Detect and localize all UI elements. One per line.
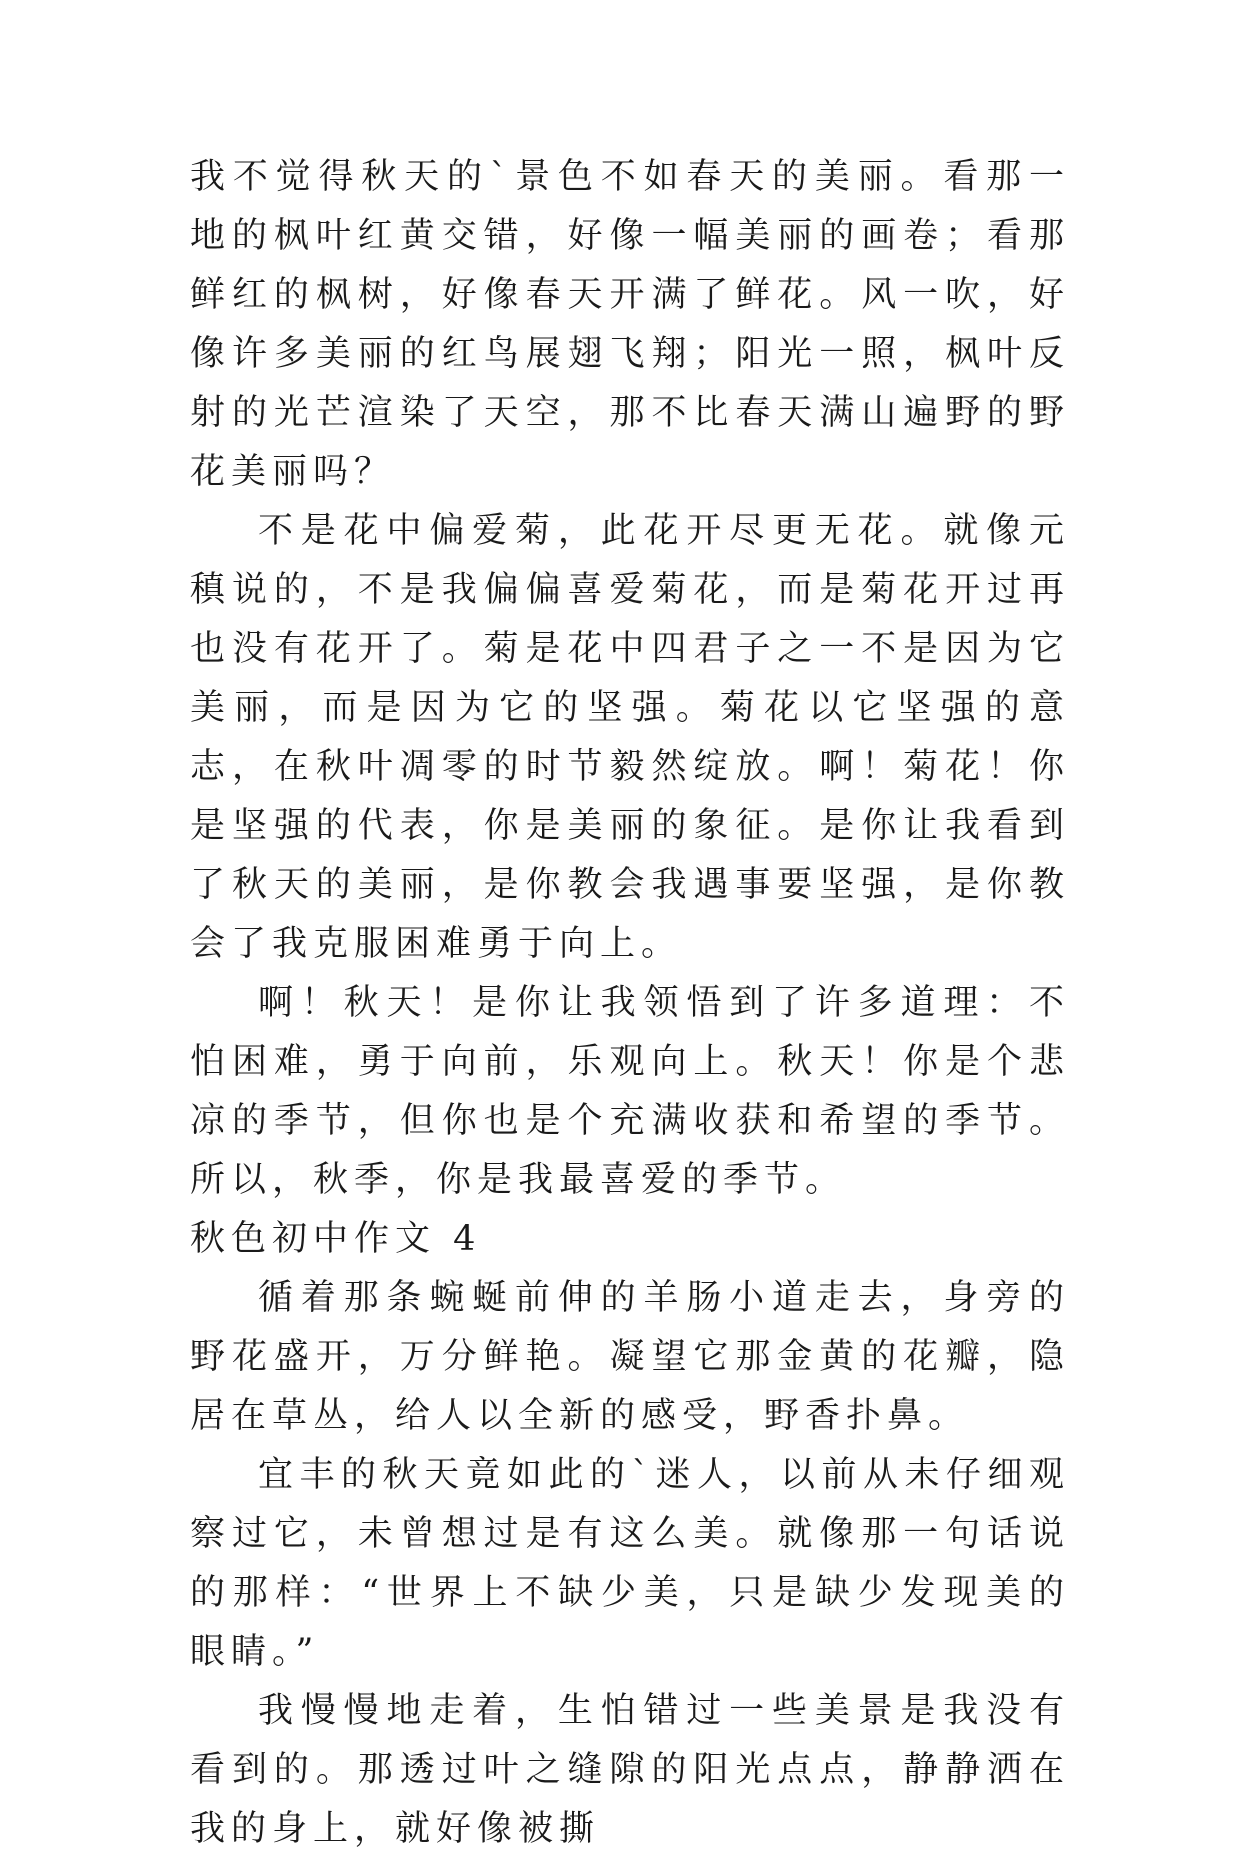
essay-heading: 秋色初中作文 4	[190, 1219, 482, 1259]
paragraph-autumn-lessons: 啊！秋天！是你让我领悟到了许多道理：不怕困难，勇于向前，乐观向上。秋天！你是个悲凉的季节，但你也是个充满收获和希望的季节。所以，秋季，你是我最喜爱的季节。	[190, 983, 1070, 1200]
paragraph-yifeng-autumn: 宜丰的秋天竟如此的`迷人，以前从未仔细观察过它，未曾想过是有这么美。就像那一句话说的那样：“世界上不缺少美，只是缺少发现美的眼睛。”	[190, 1455, 1070, 1672]
paragraph-autumn-maple: 我不觉得秋天的`景色不如春天的美丽。看那一地的枫叶红黄交错，好像一幅美丽的画卷；看那鲜红的枫树，好像春天开满了鲜花。风一吹，好像许多美丽的红鸟展翅飞翔；阳光一照，枫叶反射的光芒渲染了天空，那不比春天满山遍野的野花美丽吗？	[190, 157, 1070, 492]
paragraph-chrysanthemum: 不是花中偏爱菊，此花开尽更无花。就像元稹说的，不是我偏偏喜爱菊花，而是菊花开过再也没有花开了。菊是花中四君子之一不是因为它美丽，而是因为它的坚强。菊花以它坚强的意志，在秋叶凋零的时节毅然绽放。啊！菊花！你是坚强的代表，你是美丽的象征。是你让我看到了秋天的美丽，是你教会我遇事要坚强，是你教会了我克服困难勇于向上。	[190, 511, 1070, 964]
paragraph-path-flowers: 循着那条蜿蜒前伸的羊肠小道走去，身旁的野花盛开，万分鲜艳。凝望它那金黄的花瓣，隐居在草丛，给人以全新的感受，野香扑鼻。	[190, 1278, 1070, 1436]
paragraph-sunlight-walk: 我慢慢地走着，生怕错过一些美景是我没有看到的。那透过叶之缝隙的阳光点点，静静洒在我的身上，就好像被撕	[190, 1691, 1070, 1849]
essay-body	[190, 148, 1070, 1859]
